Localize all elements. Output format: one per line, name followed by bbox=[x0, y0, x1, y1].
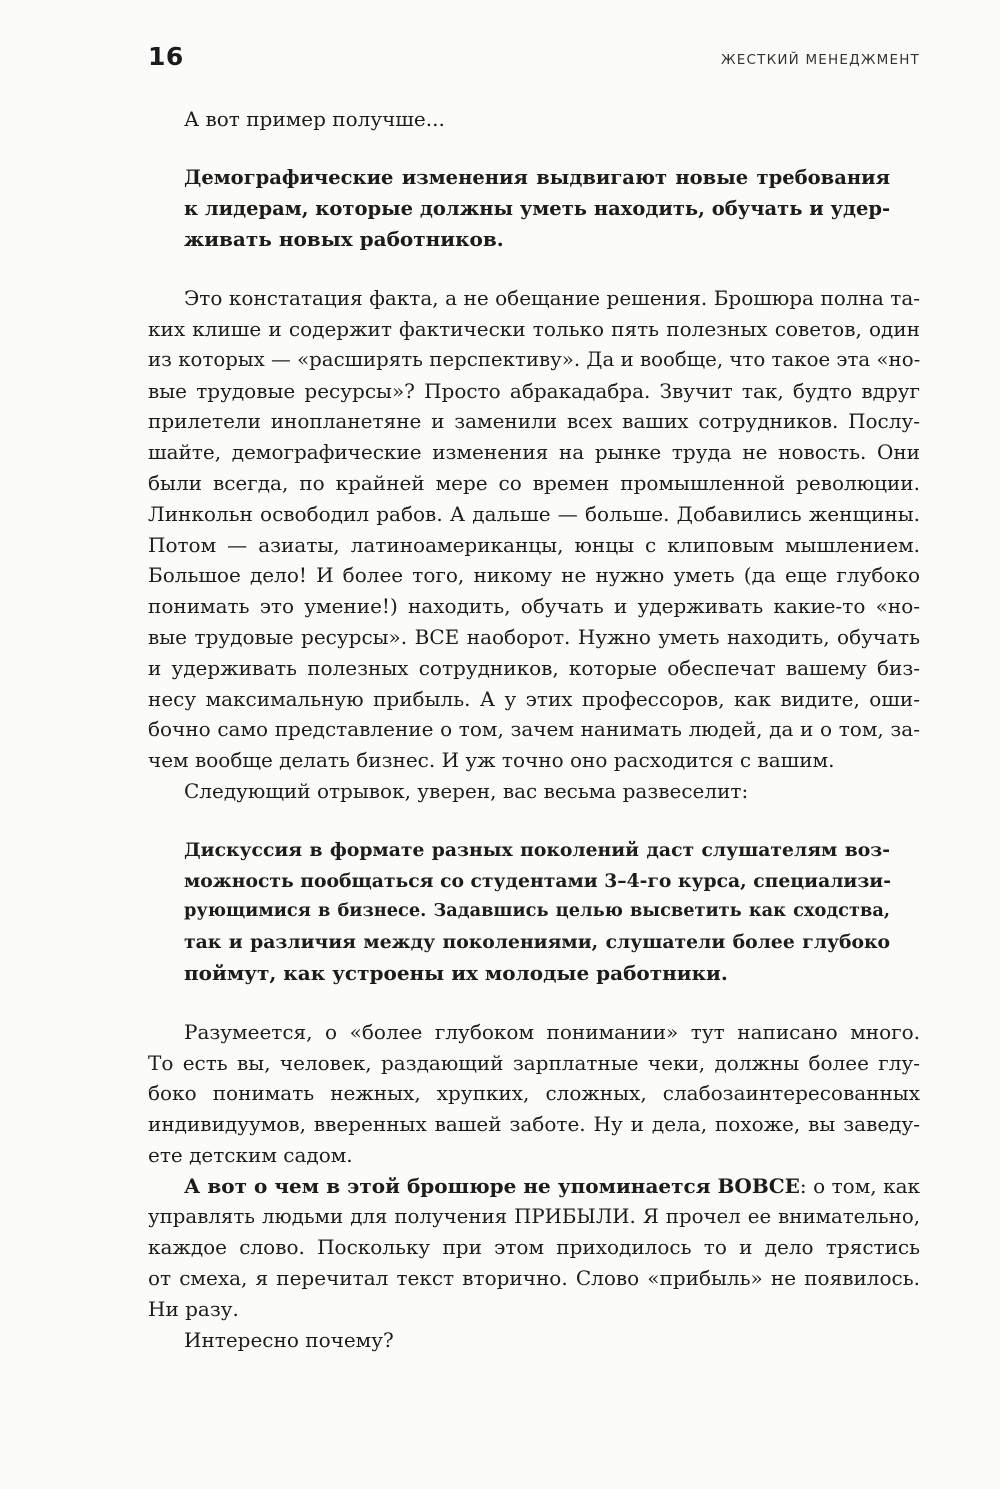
text-line: вые трудовые ресурсы»? Просто абракадабра. Звучит так, будто вдруг bbox=[148, 378, 920, 403]
paragraph-question bbox=[148, 1325, 920, 1356]
quote-line: живать новых работников. bbox=[184, 227, 504, 252]
text-line: Потом — азиаты, латиноамериканцы, юнцы с клиповым мышлением. bbox=[148, 532, 920, 557]
text-line: понимать это умение!) находить, обучать и удерживать какие-то «но- bbox=[148, 594, 920, 619]
text-line: Разумеется, о «более глубоком понимании» тут написано много. bbox=[184, 1019, 920, 1044]
text-line: А вот пример получше... bbox=[184, 107, 445, 131]
text-line: из которых — «расширять перспективу». Да и вообще, что такое эта «но- bbox=[148, 347, 921, 371]
quote-line: Демографические изменения выдвигают новые требования bbox=[184, 165, 890, 189]
text-line: ете детским садом. bbox=[148, 1142, 353, 1167]
quote-line: Дискуссия в формате разных поколений даст слушателям воз- bbox=[184, 838, 890, 861]
text-line: Большое дело! И более того, никому не нужно уметь (да еще глубоко bbox=[148, 563, 920, 588]
text-line: прилетели инопланетяне и заменили всех ваших сотрудников. Послу- bbox=[148, 409, 920, 434]
paragraph-statement bbox=[148, 283, 920, 776]
text-line: бочно само представление о том, зачем нанимать людей, да и о том, за- bbox=[148, 717, 920, 742]
text-line: То есть вы, человек, раздающий зарплатные чеки, должны более глу- bbox=[148, 1050, 920, 1075]
text-line: Ни разу. bbox=[148, 1296, 239, 1321]
quote-line: к лидерам, которые должны уметь находить, обучать и удер- bbox=[184, 196, 891, 220]
text-line: управлять людьми для получения ПРИБЫЛИ. Я прочел ее внимательно, bbox=[148, 1204, 920, 1228]
text-fragment: : о том, как bbox=[799, 1173, 920, 1198]
emphasis-text: А вот о чем в этой брошюре не упоминается ВОВСЕ bbox=[184, 1173, 800, 1198]
body-text bbox=[148, 104, 920, 1355]
text-line: Интересно почему? bbox=[184, 1327, 394, 1352]
quote-line: поймут, как устроены их молодые работники. bbox=[184, 960, 728, 985]
running-head: ЖЕСТКИЙ МЕНЕДЖМЕНТ bbox=[721, 52, 920, 68]
text-line: вые трудовые ресурсы». ВСЕ наоборот. Нужно уметь находить, обучать bbox=[148, 624, 920, 649]
paragraph-profit bbox=[148, 1171, 920, 1325]
text-line: Линкольн освободил рабов. А дальше — больше. Добавились женщины. bbox=[148, 501, 920, 526]
text-line: Следующий отрывок, уверен, вас весьма развеселит: bbox=[184, 778, 749, 803]
text-line bbox=[148, 1171, 920, 1202]
text-line: ких клише и содержит фактически только пять полезных советов, один bbox=[148, 316, 920, 341]
text-line: индивидуумов, вверенных вашей заботе. Ну и дела, похоже, вы заведу- bbox=[148, 1112, 920, 1137]
text-line: шайте, демографические изменения на рынке труда не новость. Они bbox=[148, 440, 920, 465]
paragraph-understanding bbox=[148, 1017, 920, 1171]
quote-line: так и различия между поколениями, слушатели более глубоко bbox=[184, 931, 890, 954]
quote-line: рующимися в бизнесе. Задавшись целью высветить как сходства, bbox=[184, 900, 890, 922]
text-line: Это констатация факта, а не обещание решения. Брошюра полна та- bbox=[184, 286, 920, 311]
quote-demographic bbox=[148, 163, 920, 255]
text-line: чем вообще делать бизнес. И уж точно оно расходится с вашим. bbox=[148, 748, 835, 773]
text-line: каждое слово. Поскольку при этом приходилось то и дело трястись bbox=[148, 1235, 920, 1260]
quote-line: можность пообщаться со студентами 3–4-го курса, специализи- bbox=[184, 869, 891, 892]
paragraph-transition bbox=[148, 776, 920, 807]
paragraph-intro bbox=[148, 104, 920, 135]
text-line: от смеха, я перечитал текст вторично. Слово «прибыль» не появилось. bbox=[148, 1266, 920, 1291]
text-line: были всегда, по крайней мере со времен промышленной революции. bbox=[148, 470, 920, 495]
quote-discussion bbox=[148, 835, 920, 989]
text-line: боко понимать нежных, хрупких, сложных, слабозаинтересованных bbox=[148, 1081, 920, 1106]
page-number: 16 bbox=[148, 42, 184, 71]
text-line: несу максимальную прибыль. А у этих профессоров, как видите, оши- bbox=[148, 686, 920, 711]
text-line: и удерживать полезных сотрудников, которые обеспечат вашему биз- bbox=[148, 655, 920, 680]
